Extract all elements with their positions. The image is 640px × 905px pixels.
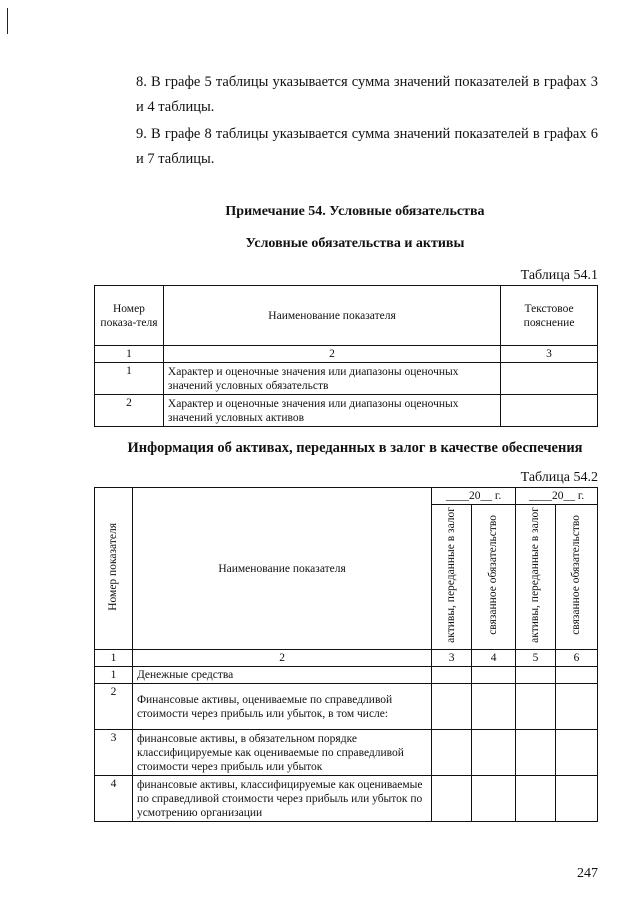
paragraph-9-text: 9. В графе 8 таблицы указывается сумма значений показателей в графах 6 и 7 таблицы. bbox=[136, 126, 598, 167]
col-number: 4 bbox=[472, 650, 516, 667]
table-row bbox=[95, 667, 598, 684]
subheader-text: активы, переданные в залог bbox=[529, 507, 542, 643]
col-number: 5 bbox=[516, 650, 556, 667]
row-name: Характер и оценочные значения или диапазоны оценочных значений условных активов bbox=[163, 395, 500, 427]
subheader-text: связанное обязательство bbox=[487, 515, 500, 635]
col-number: 3 bbox=[432, 650, 472, 667]
cell bbox=[516, 776, 556, 822]
header-number-text: Номер показателя bbox=[106, 522, 119, 611]
paragraph-9 bbox=[112, 122, 598, 172]
col-number: 3 bbox=[501, 346, 598, 363]
cell bbox=[432, 730, 472, 776]
subheader-text: связанное обязательство bbox=[570, 515, 582, 635]
margin-mark bbox=[7, 8, 8, 34]
header-period-1: ____20__ г. bbox=[432, 488, 516, 505]
note-title: Примечание 54. Условные обязательства bbox=[225, 204, 485, 219]
page-number: 247 bbox=[577, 866, 598, 881]
subheader bbox=[472, 505, 516, 650]
col-number: 1 bbox=[95, 346, 164, 363]
row-note bbox=[501, 363, 598, 395]
table-caption-54-2: Таблица 54.2 bbox=[520, 470, 598, 485]
header-period-2: ____20__ г. bbox=[516, 488, 598, 505]
table-row bbox=[95, 363, 598, 395]
table-row bbox=[95, 395, 598, 427]
column-number-row bbox=[95, 650, 598, 667]
table-caption-54-1: Таблица 54.1 bbox=[520, 268, 598, 283]
cell bbox=[472, 730, 516, 776]
col-number: 1 bbox=[95, 650, 133, 667]
section-title: Условные обязательства и активы bbox=[245, 236, 465, 251]
cell bbox=[432, 684, 472, 730]
cell bbox=[556, 776, 598, 822]
header-note: Текстовое пояснение bbox=[501, 286, 598, 346]
table-row bbox=[95, 776, 598, 822]
subheader-text: активы, переданные в залог bbox=[445, 507, 458, 643]
col-number: 2 bbox=[163, 346, 500, 363]
section2-title: Информация об активах, переданных в залог в качестве обеспечения bbox=[127, 440, 583, 456]
row-number: 4 bbox=[95, 776, 133, 822]
table-54-2 bbox=[94, 487, 598, 822]
header-number: Номер показа-теля bbox=[95, 286, 164, 346]
cell bbox=[472, 667, 516, 684]
row-name: Денежные средства bbox=[132, 667, 431, 684]
header-name: Наименование показателя bbox=[132, 488, 431, 650]
table-54-1 bbox=[94, 285, 598, 427]
subheader bbox=[432, 505, 472, 650]
row-number: 1 bbox=[95, 363, 164, 395]
col-number: 2 bbox=[132, 650, 431, 667]
paragraph-8-text: 8. В графе 5 таблицы указывается сумма значений показателей в графах 3 и 4 таблицы. bbox=[136, 74, 598, 115]
cell bbox=[432, 776, 472, 822]
cell bbox=[472, 684, 516, 730]
row-number: 3 bbox=[95, 730, 133, 776]
row-name: Финансовые активы, оцениваемые по справедливой стоимости через прибыль или убыток, в том числе: bbox=[132, 684, 431, 730]
cell bbox=[432, 667, 472, 684]
table-header-row bbox=[95, 488, 598, 505]
subheader bbox=[556, 505, 598, 650]
cell bbox=[556, 684, 598, 730]
paragraph-8 bbox=[112, 70, 598, 120]
cell bbox=[516, 684, 556, 730]
cell bbox=[516, 667, 556, 684]
cell bbox=[556, 667, 598, 684]
row-number: 2 bbox=[95, 684, 133, 730]
table-header-row bbox=[95, 286, 598, 346]
row-name: финансовые активы, в обязательном порядке классифицируемые как оцениваемые по справедливой стоимости через прибыль или убыток bbox=[132, 730, 431, 776]
row-name: финансовые активы, классифицируемые как оцениваемые по справедливой стоимости через прибыль или убыток по усмотрению организации bbox=[132, 776, 431, 822]
row-name: Характер и оценочные значения или диапазоны оценочных значений условных обязательств bbox=[163, 363, 500, 395]
table-row bbox=[95, 730, 598, 776]
row-note bbox=[501, 395, 598, 427]
header-number bbox=[95, 488, 133, 650]
col-number: 6 bbox=[556, 650, 598, 667]
column-number-row bbox=[95, 346, 598, 363]
row-number: 2 bbox=[95, 395, 164, 427]
subheader bbox=[516, 505, 556, 650]
cell bbox=[556, 730, 598, 776]
header-name: Наименование показателя bbox=[163, 286, 500, 346]
cell bbox=[516, 730, 556, 776]
cell bbox=[472, 776, 516, 822]
table-row bbox=[95, 684, 598, 730]
row-number: 1 bbox=[95, 667, 133, 684]
